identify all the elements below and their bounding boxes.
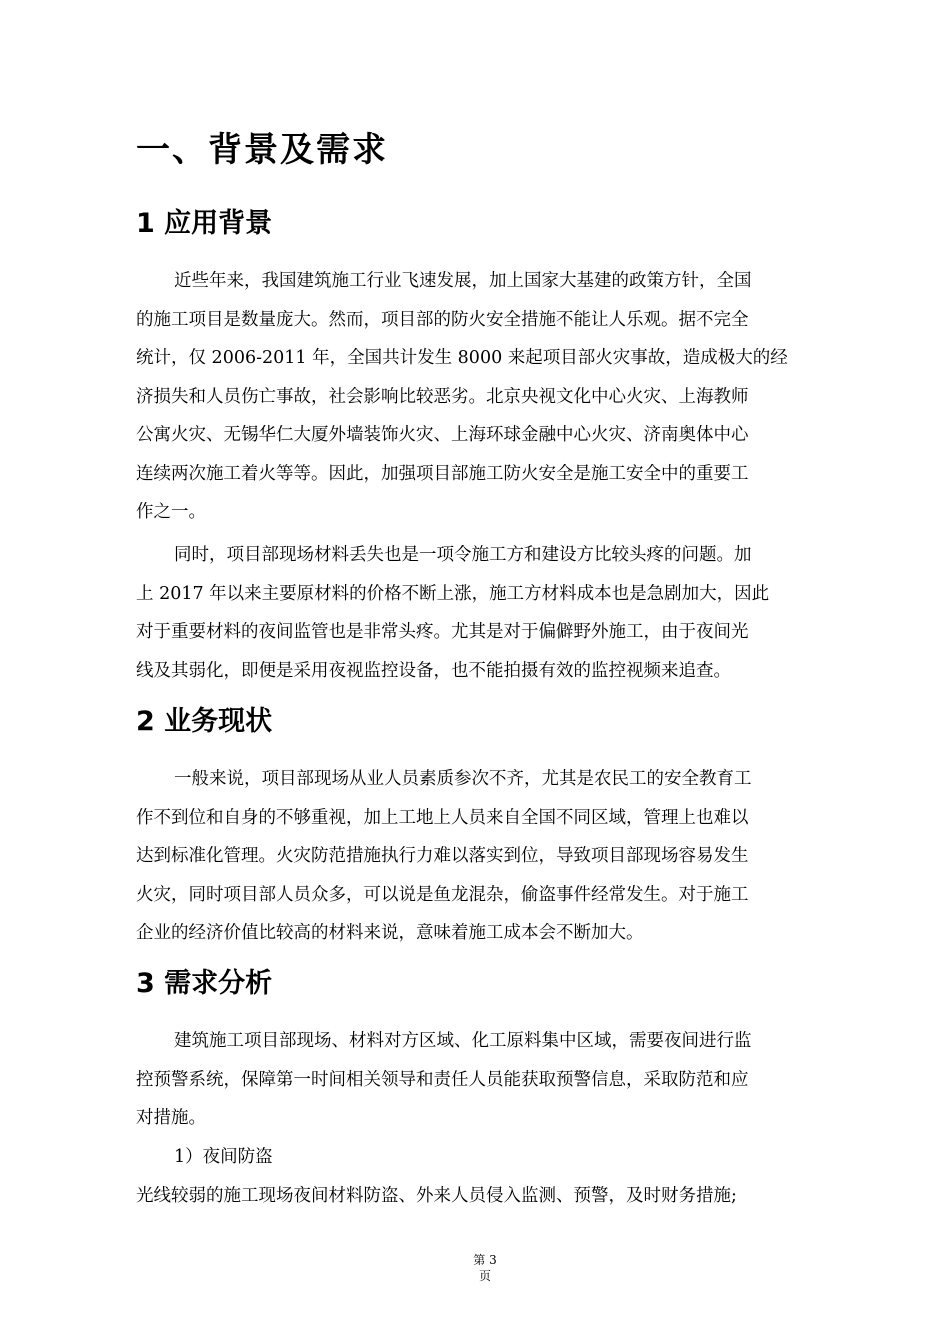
section-heading-background: 1 应用背景: [136, 208, 273, 239]
paragraph-background-2: [136, 536, 820, 690]
text-line: 近些年来，我国建筑施工行业飞速发展，加上国家大基建的政策方针，全国: [174, 271, 752, 291]
text-line: 一般来说，项目部现场从业人员素质参次不齐，尤其是农民工的安全教育工: [174, 769, 752, 789]
section-heading-requirements: 3 需求分析: [136, 968, 273, 999]
text-line: 对于重要材料的夜间监管也是非常头疼。尤其是对于偏僻野外施工，由于夜间光: [136, 622, 749, 642]
text-line: 统计，仅 2006-2011 年，全国共计发生 8000 来起项目部火灾事故，造成极大的经: [136, 348, 788, 368]
text-line: 建筑施工项目部现场、材料对方区域、化工原料集中区域，需要夜间进行监: [174, 1031, 752, 1051]
page-title: 一、背景及需求: [136, 130, 388, 170]
list-item-label: 1）夜间防盗: [174, 1147, 273, 1167]
text-line: 连续两次施工着火等等。因此，加强项目部施工防火安全是施工安全中的重要工: [136, 463, 749, 484]
text-line: 对措施。: [136, 1108, 206, 1128]
text-line: 的施工项目是数量庞大。然而，项目部的防火安全措施不能让人乐观。据不完全: [136, 309, 749, 330]
text-line: 上 2017 年以来主要原材料的价格不断上涨，施工方材料成本也是急剧加大，因此: [136, 583, 770, 604]
text-line: 火灾，同时项目部人员众多，可以说是鱼龙混杂，偷盗事件经常发生。对于施工: [136, 884, 749, 905]
text-line: 线及其弱化，即便是采用夜视监控设备，也不能拍摄有效的监控视频来追查。: [136, 660, 731, 681]
text-line: 济损失和人员伤亡事故，社会影响比较恶劣。北京央视文化中心火灾、上海教师: [136, 386, 749, 407]
text-line: 同时，项目部现场材料丢失也是一项令施工方和建设方比较头疼的问题。加: [174, 545, 752, 565]
text-line: 公寓火灾、无锡华仁大厦外墙装饰火灾、上海环球金融中心火灾、济南奥体中心: [136, 425, 749, 445]
text-line: 作不到位和自身的不够重视，加上工地上人员来自全国不同区域，管理上也难以: [136, 807, 749, 828]
page-number-bottom: 页: [478, 1269, 491, 1283]
page-number: [455, 1252, 515, 1284]
paragraph-status: [136, 760, 820, 953]
paragraph-requirements: [136, 1022, 820, 1138]
list-item-text: 光线较弱的施工现场夜间材料防盗、外来人员侵入监测、预警，及时财务措施;: [136, 1185, 737, 1206]
list-item-night-theft: [136, 1138, 820, 1215]
paragraph-background-1: [136, 262, 820, 532]
section-heading-status: 2 业务现状: [136, 706, 273, 737]
page-number-top: 第 3: [473, 1253, 497, 1267]
text-line: 作之一。: [136, 502, 206, 522]
text-line: 企业的经济价值比较高的材料来说，意味着施工成本会不断加大。: [136, 923, 644, 943]
text-line: 控预警系统，保障第一时间相关领导和责任人员能获取预警信息，采取防范和应: [136, 1069, 749, 1090]
text-line: 达到标准化管理。火灾防范措施执行力难以落实到位，导致项目部现场容易发生: [136, 846, 749, 866]
